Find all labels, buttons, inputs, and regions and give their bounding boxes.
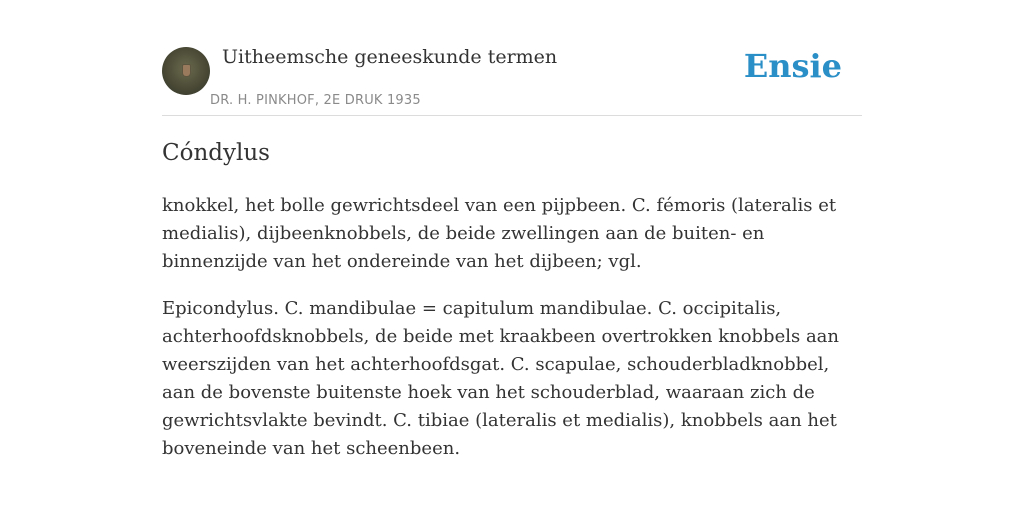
entry-paragraph-2: Epicondylus. C. mandibulae = capitulum mandibulae. C. occipitalis, achterhoofdsknobbels, de beide met kraakbeen overtrokken knobbels aan weerszijden van het achterhoofdsgat. C. scapulae, schouderbladknobbel, aan de bovenste buitenste hoek van het schouderblad, waaraan zich de gewrichtsvlakte bevindt. C. tibiae (lateralis et medialis), knobbels aan het boveneinde van het scheenbeen. — [162, 298, 840, 459]
page-container — [162, 0, 862, 459]
entry-title: Cóndylus — [162, 140, 270, 166]
entry-paragraph-1: knokkel, het bolle gewrichtsdeel van een pijpbeen. C. fémoris (lateralis et medialis), dijbeenknobbels, de beide zwellingen aan de buiten- en binnenzijde van het ondereinde van het dijbeen; vgl. — [162, 195, 837, 272]
brand-logo[interactable]: Ensie — [743, 47, 842, 85]
emblem-icon — [183, 65, 190, 76]
book-title[interactable]: Uitheemsche geneeskunde termen — [222, 46, 558, 68]
header — [162, 0, 862, 116]
book-author: DR. H. PINKHOF, 2E DRUK 1935 — [210, 93, 421, 108]
book-cover-icon[interactable] — [162, 47, 210, 95]
